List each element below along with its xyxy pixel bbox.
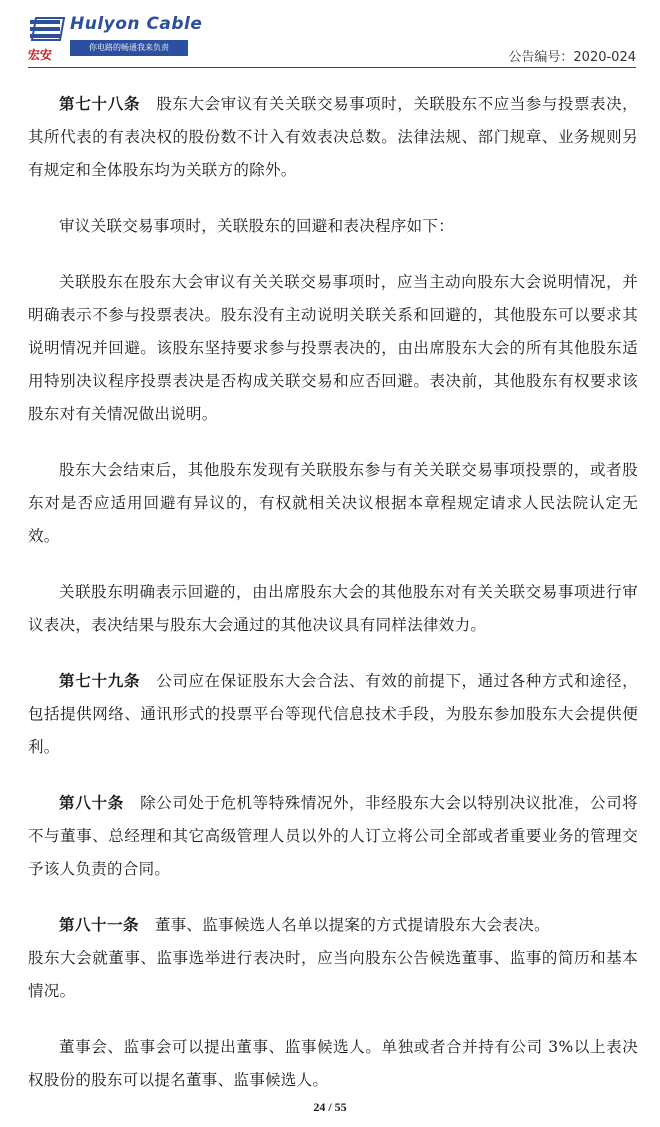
paragraph-text: 股东大会结束后，其他股东发现有关联股东参与有关关联交易事项投票的，或者股东对是否应适用回避有异议的，有权就相关决议根据本章程规定请求人民法院认定无效。 [28, 461, 638, 545]
paragraph-text: 股东大会就董事、监事选举进行表决时，应当向股东公告候选董事、监事的简历和基本情况。 [28, 949, 638, 1000]
paragraph-text: 除公司处于危机等特殊情况外，非经股东大会以特别决议批准，公司将不与董事、总经理和其它高级管理人员以外的人订立将公司全部或者重要业务的管理交予该人负责的合同。 [28, 794, 638, 878]
paragraph [28, 576, 638, 642]
paragraph-text: 公司应在保证股东大会合法、有效的前提下，通过各种方式和途径，包括提供网络、通讯形式的投票平台等现代信息技术手段，为股东参加股东大会提供便利。 [28, 672, 638, 756]
logo-brand-text: Hulyon Cable [70, 14, 203, 34]
paragraph-text: 董事、监事候选人名单以提案的方式提请股东大会表决。 [154, 916, 550, 934]
paragraph [28, 1031, 638, 1097]
paragraph-text: 审议关联交易事项时，关联股东的回避和表决程序如下： [59, 217, 455, 235]
article-heading: 第七十九条 [59, 672, 141, 690]
notice-number: 公告编号：2020-024 [508, 50, 636, 65]
paragraph-art78 [28, 88, 638, 187]
paragraph [28, 454, 638, 553]
paragraph-text: 关联股东在股东大会审议有关关联交易事项时，应当主动向股东大会说明情况，并明确表示不参与投票表决。股东没有主动说明关联关系和回避的，其他股东可以要求其说明情况并回避。该股东坚持要求参与投票表决的，由出席股东大会的所有其他股东适用特别决议程序投票表决是否构成关联交易和应否回避。表决前，其他股东有权要求该股东对有关情况做出说明。 [28, 273, 638, 423]
paragraph-art79 [28, 665, 638, 764]
paragraph [28, 210, 638, 243]
paragraph-text: 股东大会审议有关关联交易事项时，关联股东不应当参与投票表决，其所代表的有表决权的股份数不计入有效表决总数。法律法规、部门规章、业务规则另有规定和全体股东均为关联方的除外。 [28, 95, 638, 179]
paragraph-text: 董事会、监事会可以提出董事、监事候选人。单独或者合并持有公司 3%以上表决权股份的股东可以提名董事、监事候选人。 [28, 1038, 638, 1089]
paragraph-art80 [28, 787, 638, 886]
paragraph-text: 关联股东明确表示回避的，由出席股东大会的其他股东对有关关联交易事项进行审议表决，表决结果与股东大会通过的其他决议具有同样法律效力。 [28, 583, 638, 634]
document-body [28, 88, 638, 1120]
page-number: 24 / 55 [313, 1100, 347, 1114]
article-heading: 第八十一条 [59, 916, 140, 934]
header-divider [28, 67, 636, 68]
page-header [0, 0, 660, 70]
paragraph [28, 266, 638, 431]
paragraph [28, 942, 638, 1008]
paragraph-art81 [28, 909, 638, 942]
logo-chinese-name: 宏安 [28, 48, 53, 62]
company-logo [28, 14, 203, 64]
article-heading: 第八十条 [59, 794, 125, 812]
article-heading: 第七十八条 [59, 95, 141, 113]
logo-slogan: 你电路的畅通我来负责 [70, 40, 188, 56]
